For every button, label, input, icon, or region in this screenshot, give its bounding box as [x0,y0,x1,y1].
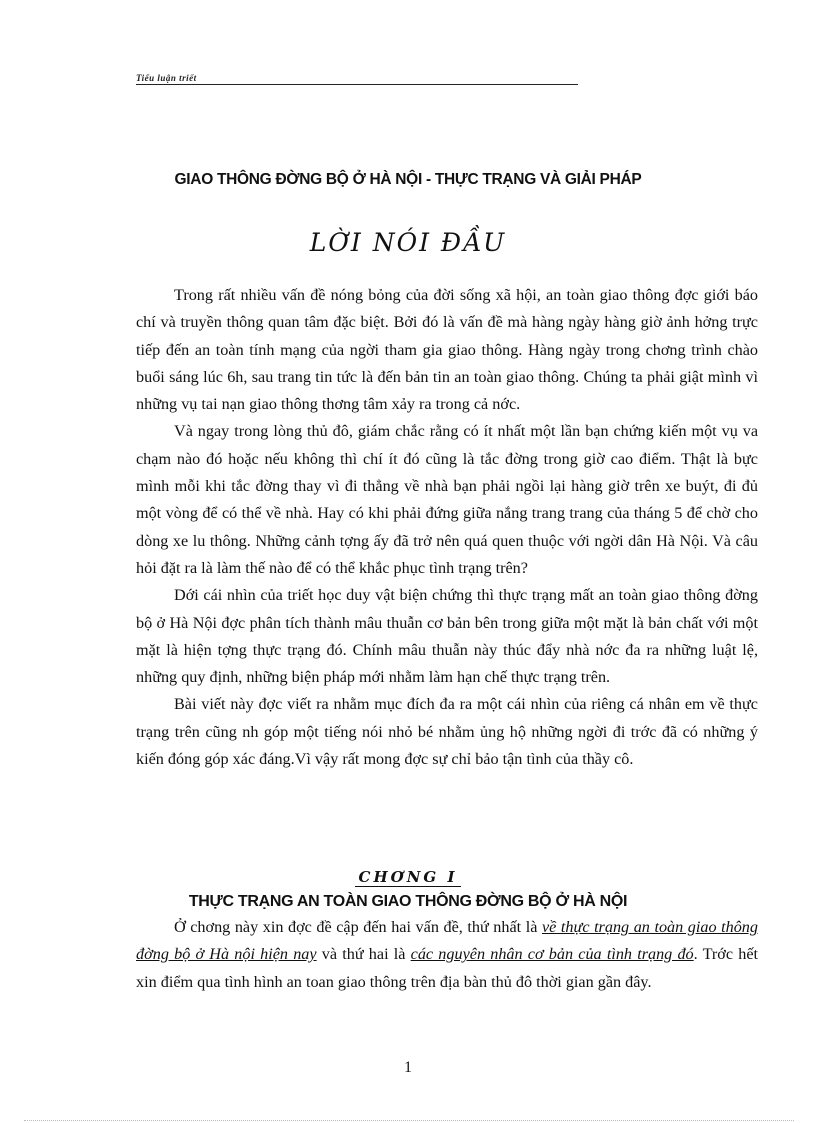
foreword-body [136,282,758,773]
header-rule [136,84,578,85]
chapter-intro [136,914,758,996]
running-header: Tiểu luận triết [136,73,197,83]
chapter-title: THỰC TRẠNG AN TOÀN GIAO THÔNG ĐỜNG BỘ Ở HÀ NỘI [188,893,628,910]
chapter-label [0,868,816,886]
foreword-heading: LỜI NÓI ĐẦU [309,228,507,257]
page-number: 1 [404,1059,412,1076]
intro-text: Ở chơng này xin đợc đề cập đến hai vấn đề, thứ nhất là [174,918,542,936]
paragraph: Và ngay trong lòng thủ đô, giám chắc rằng có ít nhất một lần bạn chứng kiến một vụ va chạm nào đó hoặc nếu không thì chí ít đó cũng là tắc đờng trong giờ cao điểm. Thật là bực mình mỗi khi tắc đờng thay vì đi thẳng về nhà bạn phải ngồi lại hàng giờ trên xe buýt, đi đủ một vòng để có thể về nhà. Hay có khi phải đứng giữa nắng trang trang của tháng 5 để chờ cho dòng xe lu thông. Những cảnh tợng ấy đã trở nên quá quen thuộc với ngời dân Hà Nội. Và câu hỏi đặt ra là làm thế nào để có thể khắc phục tình trạng trên? [136,422,758,577]
paragraph: Trong rất nhiều vấn đề nóng bỏng của đời sống xã hội, an toàn giao thông đợc giới báo chí và truyền thông quan tâm đặc biệt. Bởi đó là vấn đề mà hàng ngày hàng giờ ảnh hởng trực tiếp đến an toàn tính mạng của ngời tham gia giao thông. Hàng ngày trong chơng trình chào buổi sáng lúc 6h, sau trang tin tức là đến bản tin an toàn giao thông. Chúng ta phải giật mình vì những vụ tai nạn giao thông thơng tâm xảy ra trong cả nớc. [136,286,758,414]
document-title: GIAO THÔNG ĐỜNG BỘ Ở HÀ NỘI - THỰC TRẠNG VÀ GIẢI PHÁP [174,171,642,188]
footer-dotted-rule [24,1120,794,1121]
intro-topic-1: về thực trạng an toàn giao thông đờng bộ ở Hà nội hiện nay [136,918,758,964]
intro-topic-2: các nguyên nhân cơ bản của tình trạng đó [410,945,694,964]
chapter-intro-paragraph [136,914,758,996]
intro-text: . Trớc hết xin điểm qua tình hình an toan giao thông trên địa bàn thủ đô thời gian gần đây. [136,945,759,991]
intro-text: và thứ hai là [316,945,411,964]
paragraph: Dới cái nhìn của triết học duy vật biện chứng thì thực trạng mất an toàn giao thông đờng bộ ở Hà Nội đợc phân tích thành mâu thuẫn cơ bản bên trong giữa một mặt là bản chất với một mặt là hiện tợng thực trạng đó. Chính mâu thuẫn này thúc đẩy nhà nớc đa ra những luật lệ, những quy định, những biện pháp mới nhằm làm hạn chế thực trạng trên. [136,586,758,687]
chapter-label-text: CHƠNG I [355,868,462,887]
paragraph: Bài viết này đợc viết ra nhằm mục đích đa ra một cái nhìn của riêng cá nhân em về thực trạng trên cũng nh góp một tiếng nói nhỏ bé nhằm ủng hộ những ngời đi trớc đã có những ý kiến đóng góp xác đáng.Vì vậy rất mong đợc sự chỉ bảo tận tình của thầy cô. [136,695,758,769]
